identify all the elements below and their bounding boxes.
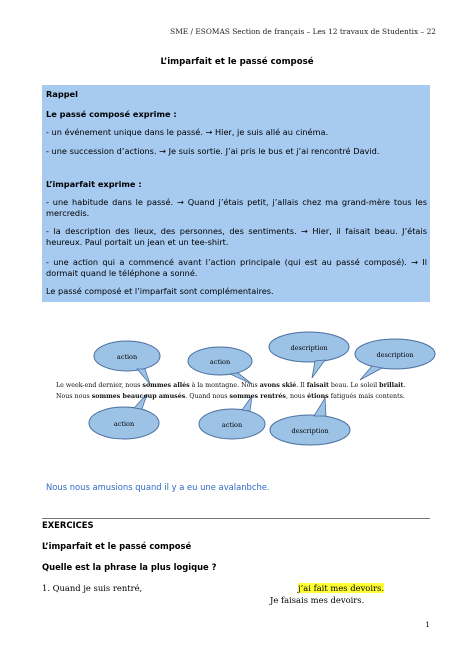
rappel-heading: Rappel [46, 89, 78, 99]
imp-item: - la description des lieux, des personnes, des sentiments. → Hier, il faisait beau. J’étais heureux. Paul portait un jean et un tee-shirt. [46, 226, 427, 247]
bubble-action-3 [89, 394, 159, 439]
bubble-label: action [116, 353, 138, 361]
exercises-question: Quelle est la phrase la plus logique ? [42, 562, 217, 572]
bubble-action-4 [199, 396, 265, 439]
page-title: L’imparfait et le passé composé [160, 57, 314, 67]
rappel-box [42, 85, 430, 302]
bubble-description-2 [355, 339, 435, 380]
divider [42, 518, 430, 519]
exercise-item-1: 1. Quand je suis rentré, [42, 583, 143, 593]
imp-heading: L’imparfait exprime : [46, 179, 142, 189]
exercise-option-b[interactable]: Je faisais mes devoirs. [270, 595, 365, 605]
bubble-label: action [209, 358, 231, 366]
pc-item: - un événement unique dans le passé. → Hier, je suis allé au cinéma. [46, 127, 329, 137]
bubble-description-1 [269, 332, 349, 378]
diagram-sentence-1: Le week-end dernier, nous sommes allés à la montagne. Nous avons skié. Il faisait beau. Le soleil brillait. [56, 382, 406, 389]
bubble-label: action [221, 421, 243, 429]
speech-bubble-diagram [42, 316, 442, 446]
bubble-label: description [376, 351, 414, 359]
pc-heading: Le passé composé exprime : [46, 109, 177, 119]
diagram-sentence-2: Nous nous sommes beaucoup amusés. Quand nous sommes rentrés, nous étions fatigués mais contents. [56, 393, 405, 400]
page-header: SME / ESOMAS Section de français – Les 12 travaux de Studentix – 22 [170, 27, 436, 36]
page-number: 1 [425, 620, 430, 629]
imp-item: - une action qui a commencé avant l’action principale (qui est au passé composé). → Il dormait quand le téléphone a sonné. [46, 257, 427, 278]
bubble-action-2 [188, 347, 252, 384]
bubble-description-3 [270, 398, 350, 445]
exercises-heading: EXERCICES [42, 520, 94, 530]
rappel-conclusion: Le passé composé et l’imparfait sont complémentaires. [46, 286, 274, 296]
exercises-subheading: L’imparfait et le passé composé [42, 541, 192, 551]
bubble-label: description [290, 344, 328, 352]
example-sentence: Nous nous amusions quand il y a eu une avalanbche. [46, 482, 270, 492]
imp-item: - une habitude dans le passé. → Quand j’étais petit, j’allais chez ma grand-mère tous les mercredis. [46, 197, 427, 218]
bubble-action-1 [94, 341, 160, 384]
pc-item: - une succession d’actions. → Je suis sortie. J’ai pris le bus et j’ai rencontré David. [46, 146, 380, 156]
bubbles-svg [42, 316, 442, 446]
bubble-label: action [113, 420, 135, 428]
bubble-label: description [291, 427, 329, 435]
exercise-option-a[interactable]: j’ai fait mes devoirs. [298, 583, 384, 593]
